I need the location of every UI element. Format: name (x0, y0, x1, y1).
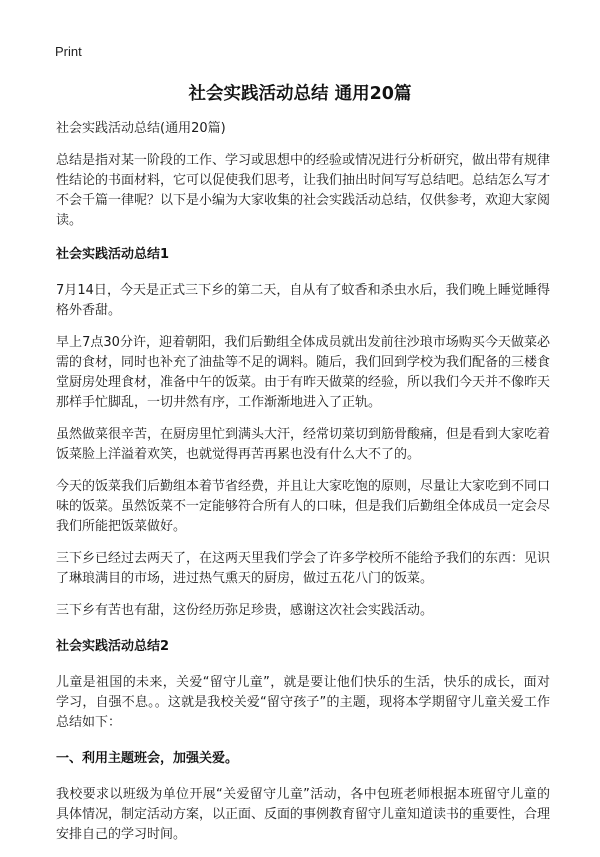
section-1-paragraph-6: 三下乡有苦也有甜，这份经历弥足珍贵，感谢这次社会实践活动。 (56, 603, 434, 618)
intro-paragraph: 总结是指对某一阶段的工作、学习或思想中的经验或情况进行分析研究，做出带有规律性结论的书面材料，它可以促使我们思考，让我们抽出时间写写总结吧。总结怎么写才不会千篇一律呢？以下是小编为大家收集的社会实践活动总结，仅供参考，欢迎大家阅读。 (56, 153, 551, 228)
section-1-paragraph-3: 虽然做菜很辛苦，在厨房里忙到满头大汗，经常切菜切到筋骨酸痛，但是看到大家吃着饭菜脸上洋溢着欢笑，也就觉得再苦再累也没有什么大不了的。 (56, 427, 551, 462)
section-2-heading: 社会实践活动总结2 (56, 639, 170, 654)
section-2-subheading: 一、利用主题班会，加强关爱。 (56, 751, 239, 766)
page-title: 社会实践活动总结 通用20篇 (188, 84, 412, 104)
article-subtitle: 社会实践活动总结(通用20篇) (56, 121, 226, 136)
section-1-paragraph-5: 三下乡已经过去两天了，在这两天里我们学会了许多学校所不能给予我们的东西：见识了琳琅满目的市场，进过热气熏天的厨房，做过五花八门的饭菜。 (56, 551, 551, 586)
print-link[interactable]: Print (55, 44, 82, 59)
section-2-paragraph: 我校要求以班级为单位开展“关爱留守儿童”活动，各中包班老师根据本班留守儿童的具体情况，制定活动方案，以正面、反面的事例教育留守儿童知道读书的重要性，合理安排自己的学习时间。 (56, 787, 551, 842)
section-1-paragraph-4: 今天的饭菜我们后勤组本着节省经费，并且让大家吃饱的原则，尽量让大家吃到不同口味的饭菜。虽然饭菜不一定能够符合所有人的口味，但是我们后勤组全体成员一定会尽我们所能把饭菜做好。 (56, 479, 551, 534)
article-body (56, 119, 550, 857)
section-1-paragraph-1: 7月14日，今天是正式三下乡的第二天，自从有了蚊香和杀虫水后，我们晚上睡觉睡得格外香甜。 (56, 283, 550, 318)
section-1-heading: 社会实践活动总结1 (56, 247, 170, 262)
section-2-intro-paragraph: 儿童是祖国的未来，关爱“留守儿童”，就是要让他们快乐的生活，快乐的成长，面对学习，自强不息。。这就是我校关爱“留守孩子”的主题，现将本学期留守儿童关爱工作总结如下： (56, 675, 550, 730)
section-1-paragraph-2: 早上7点30分许，迎着朝阳，我们后勤组全体成员就出发前往沙琅市场购买今天做菜必需的食材，同时也补充了油盐等不足的调料。随后，我们回到学校为我们配备的三楼食堂厨房处理食材，准备中午的饭菜。由于有昨天做菜的经验，所以我们今天并不像昨天那样手忙脚乱，一切井然有序，工作渐渐地进入了正轨。 (56, 335, 551, 410)
